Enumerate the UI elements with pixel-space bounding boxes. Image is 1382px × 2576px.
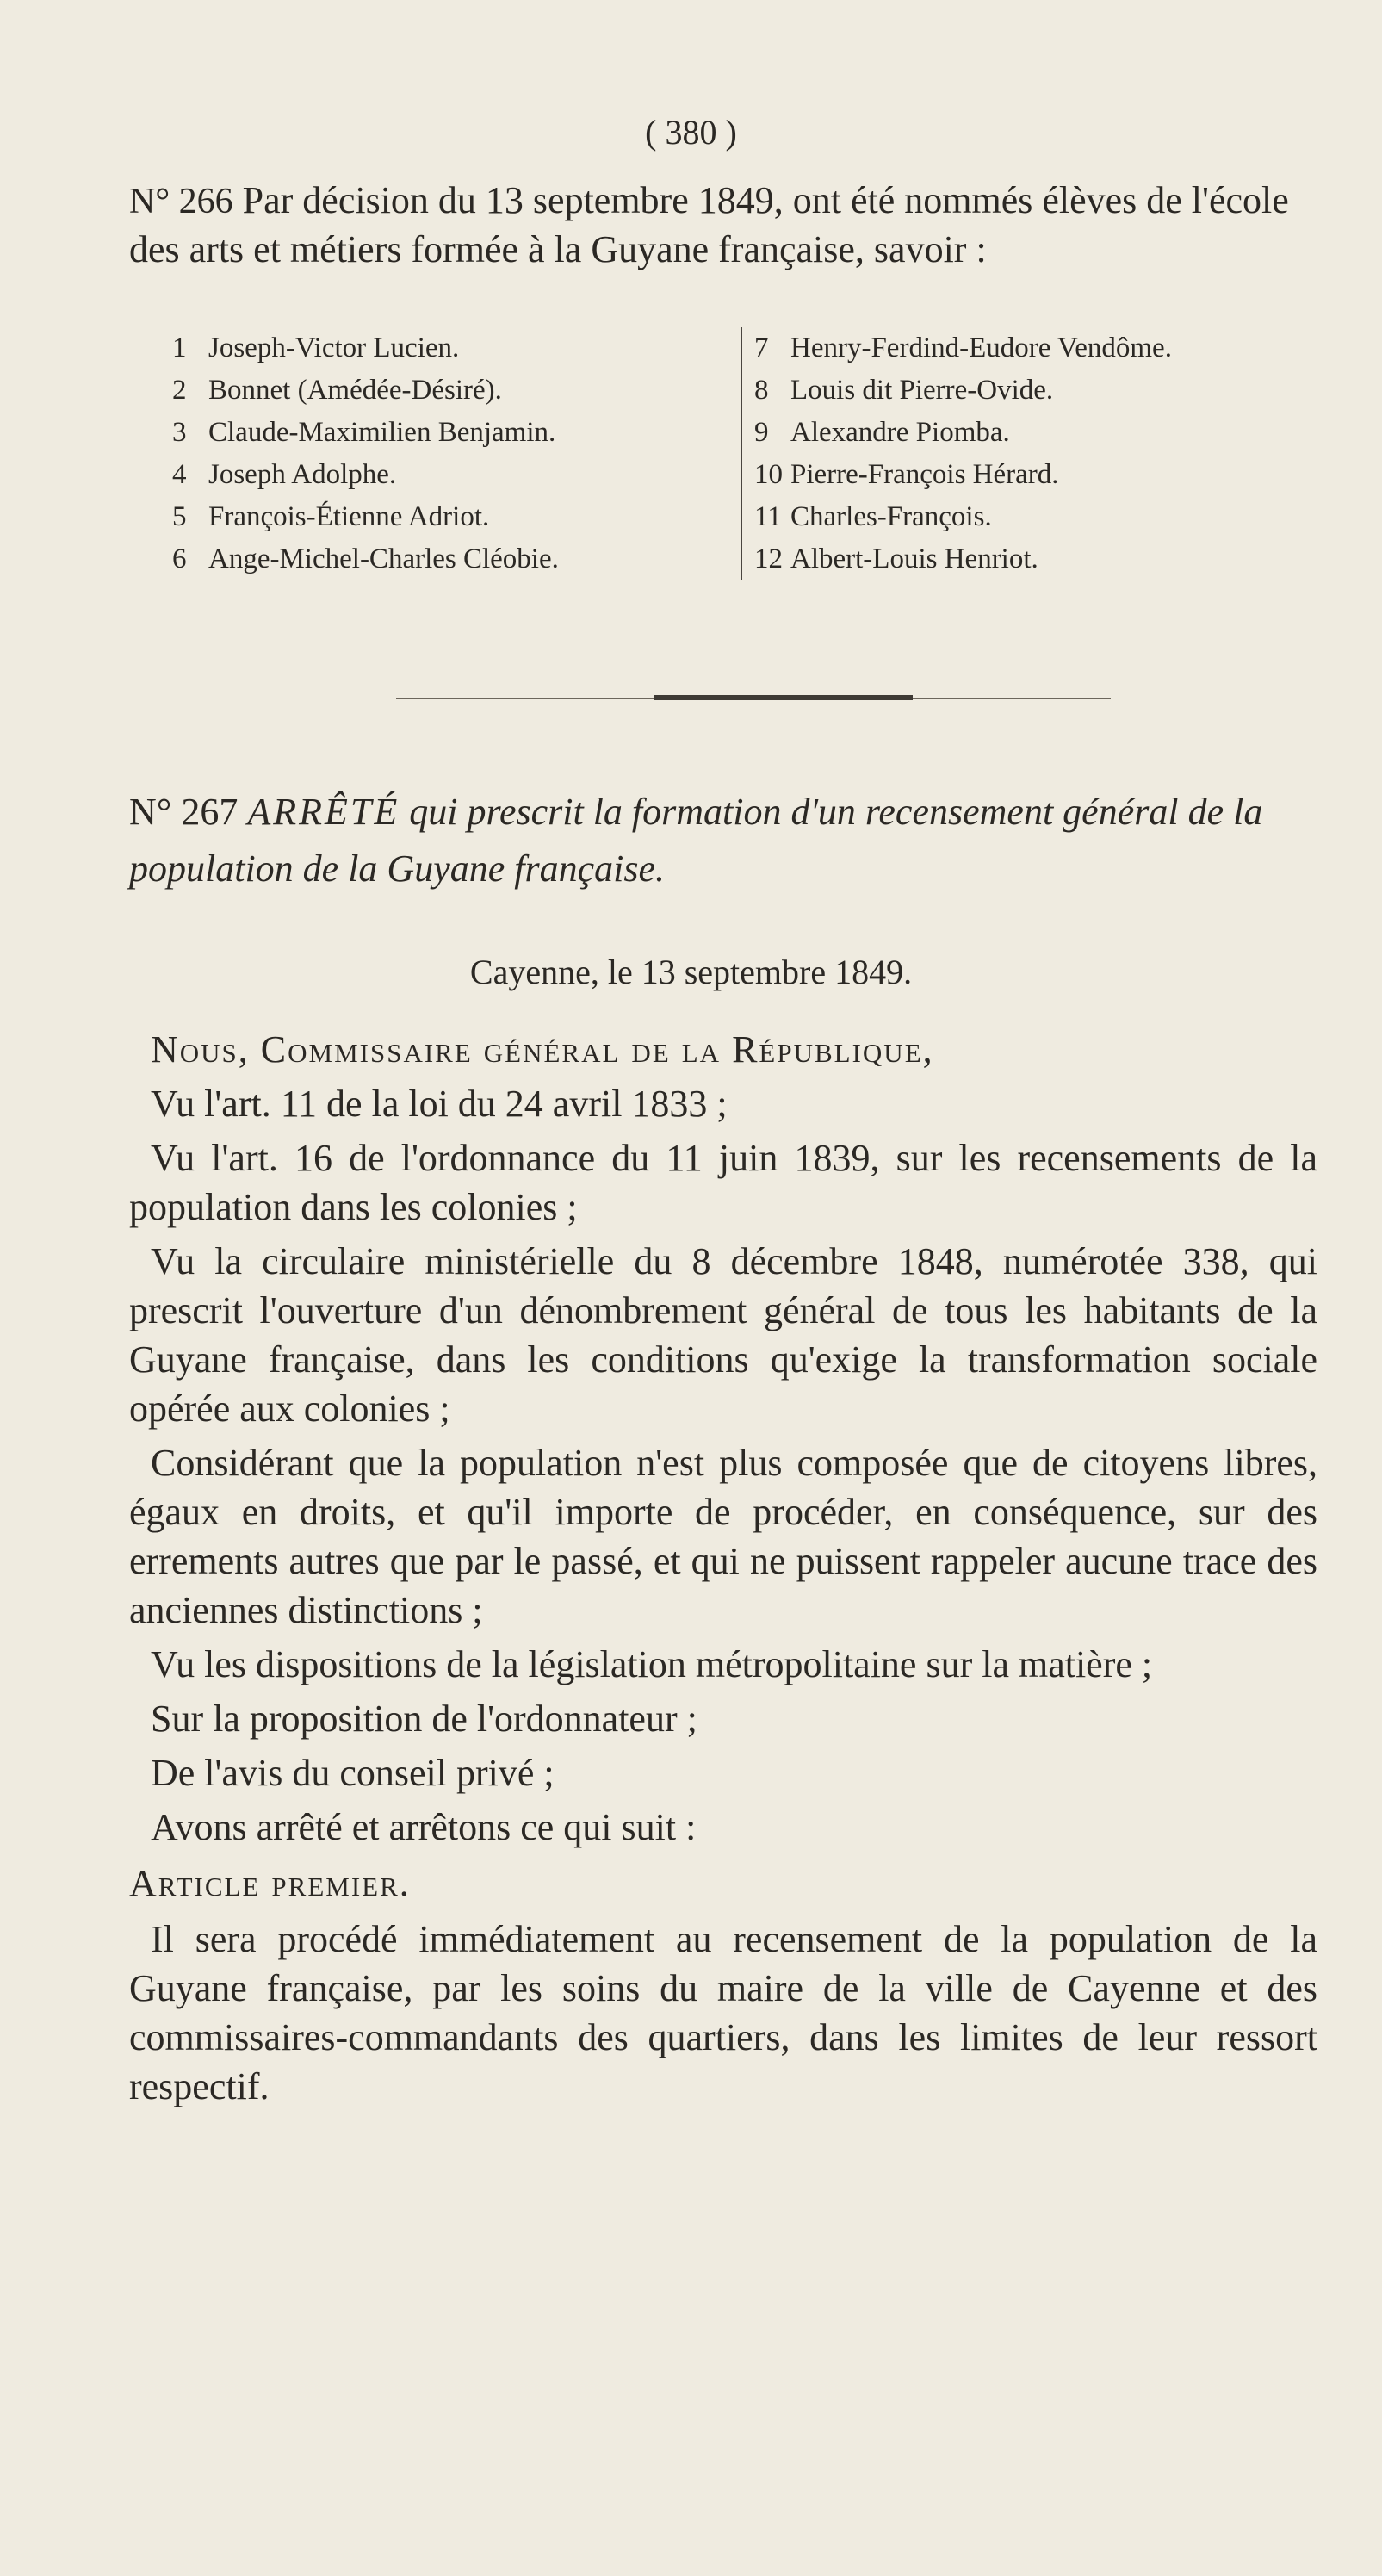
student-name: Pierre-François Hérard. xyxy=(790,459,1059,490)
student-number: 3 xyxy=(172,417,187,448)
student-number: 10 xyxy=(754,459,783,490)
student-item xyxy=(754,369,1340,412)
student-name: Joseph Adolphe. xyxy=(208,459,397,490)
article-text: Il sera procédé immédiatement au recensement de la population de la Guyane française, par les soins du maire de la ville de Cayenne et des commissaires-commandants des quartiers, dans les limites de leur ressort respectif. xyxy=(129,1918,1317,2107)
body-paragraph: Considérant que la population n'est plus composée que de citoyens libres, égaux en droits, et qu'il importe de procéder, en conséquence, sur des errements autres que par le passé, et qui ne puissent rappeler aucune trace des anciennes distinctions ; xyxy=(129,1442,1317,1631)
student-name: Alexandre Piomba. xyxy=(790,417,1010,448)
student-number: 8 xyxy=(754,375,769,406)
student-number: 2 xyxy=(172,375,187,406)
student-item xyxy=(754,454,1340,496)
intro-line: Nous, Commissaire général de la République, xyxy=(151,1028,934,1071)
student-item xyxy=(754,412,1340,454)
student-item xyxy=(172,496,732,538)
body-paragraph: Vu l'art. 11 de la loi du 24 avril 1833 ; xyxy=(151,1083,728,1125)
student-name: Bonnet (Amédée-Désiré). xyxy=(208,375,502,406)
students-left-column xyxy=(172,327,732,580)
student-name: Charles-François. xyxy=(790,501,992,532)
student-item xyxy=(172,327,732,369)
paragraphs xyxy=(129,1079,1317,1852)
decision-text: Par décision du 13 septembre 1849, ont été nommés élèves de l'école des arts et métiers formée à la Guyane française, savoir : xyxy=(129,179,1289,270)
students-right-column xyxy=(741,327,1340,580)
student-name: Ange-Michel-Charles Cléobie. xyxy=(208,543,559,574)
student-number: 9 xyxy=(754,417,769,448)
arrete-body xyxy=(129,1025,1317,2116)
article-heading: Article premier. xyxy=(129,1862,411,1904)
body-paragraph: Vu la circulaire ministérielle du 8 décembre 1848, numérotée 338, qui prescrit l'ouverture d'un dénombrement général de tous les habitants de la Guyane française, dans les conditions qu'exige la transformation sociale opérée aux colonies ; xyxy=(129,1240,1317,1430)
section-divider xyxy=(396,698,1111,699)
student-item xyxy=(172,412,732,454)
student-number: 7 xyxy=(754,332,769,363)
student-item xyxy=(172,369,732,412)
student-number: 11 xyxy=(754,501,782,532)
body-paragraph: Sur la proposition de l'ordonnateur ; xyxy=(151,1698,697,1740)
arrete-title: qui prescrit la formation d'un recensement général de la population de la Guyane française. xyxy=(129,791,1263,890)
divider-ornament xyxy=(654,695,913,700)
student-number: 5 xyxy=(172,501,187,532)
body-paragraph: Vu les dispositions de la législation métropolitaine sur la matière ; xyxy=(151,1643,1153,1685)
student-item xyxy=(172,538,732,580)
student-number: 1 xyxy=(172,332,187,363)
student-name: Joseph-Victor Lucien. xyxy=(208,332,460,363)
place-date: Cayenne, le 13 septembre 1849. xyxy=(469,953,913,991)
student-name: Henry-Ferdind-Eudore Vendôme. xyxy=(790,332,1172,363)
student-name: François-Étienne Adriot. xyxy=(208,501,490,532)
student-number: 6 xyxy=(172,543,187,574)
student-number: 12 xyxy=(754,543,783,574)
arrete-number: N° 267 xyxy=(129,791,239,833)
student-number: 4 xyxy=(172,459,187,490)
student-name: Claude-Maximilien Benjamin. xyxy=(208,417,556,448)
student-name: Albert-Louis Henriot. xyxy=(790,543,1038,574)
body-paragraph: Avons arrêté et arrêtons ce qui suit : xyxy=(151,1806,697,1848)
decision-number: N° 266 xyxy=(129,182,233,221)
arrete-caps: ARRÊTÉ xyxy=(247,791,400,833)
arrete-heading xyxy=(129,784,1317,897)
body-paragraph: De l'avis du conseil privé ; xyxy=(151,1752,555,1794)
decision-paragraph xyxy=(129,177,1317,274)
student-item xyxy=(754,496,1340,538)
student-item xyxy=(172,454,732,496)
student-name: Louis dit Pierre-Ovide. xyxy=(790,375,1054,406)
student-item xyxy=(754,538,1340,580)
student-item xyxy=(754,327,1340,369)
page-number: ( 380 ) xyxy=(645,113,737,152)
body-paragraph: Vu l'art. 16 de l'ordonnance du 11 juin 1839, sur les recensements de la population dans les colonies ; xyxy=(129,1137,1317,1228)
